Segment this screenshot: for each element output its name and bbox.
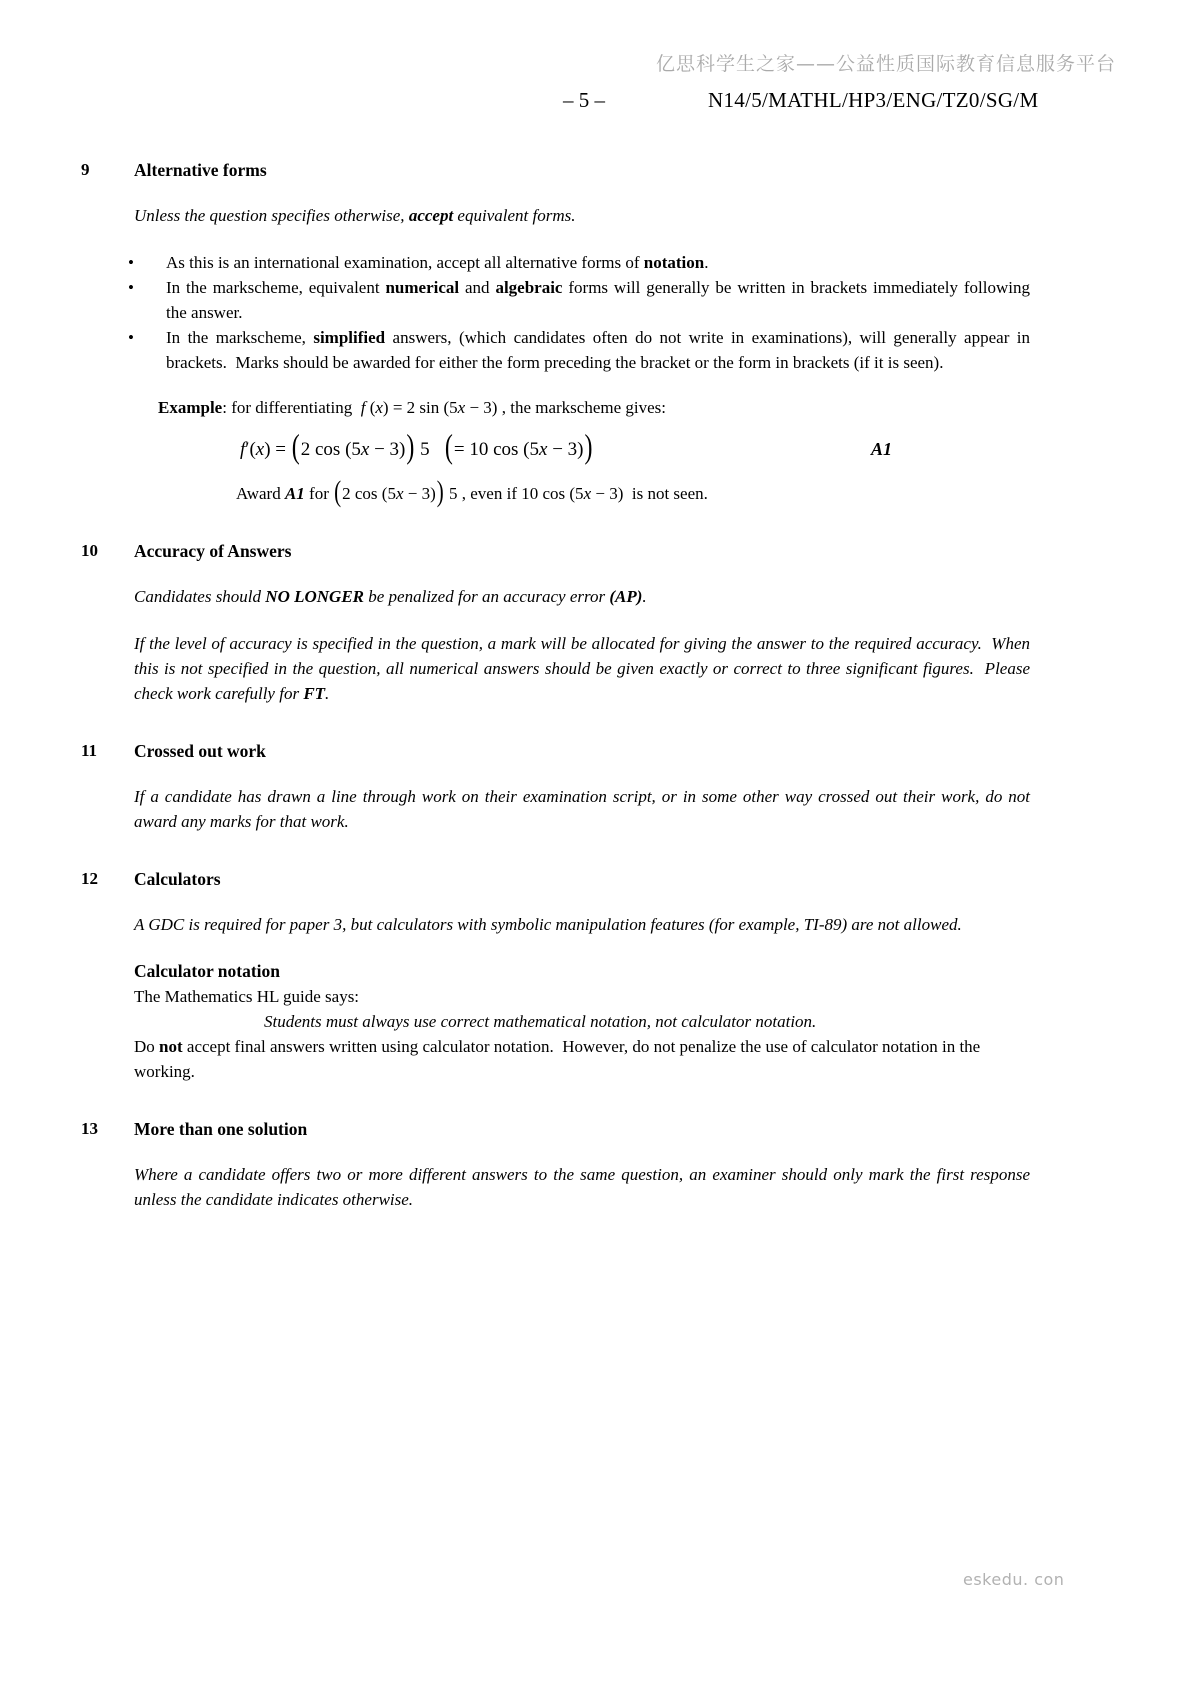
bullet-item [128,275,1035,325]
paragraph: Unless the question specifies otherwise, accept equivalent forms. [134,206,576,225]
top-watermark-text: 亿思科学生之家——公益性质国际教育信息服务平台 [656,53,1117,75]
bullet-item [128,325,1035,375]
bullet-text: As this is an international examination, accept all alternative forms of notation. [166,253,709,272]
section-content [134,784,1035,834]
bullet-item [128,250,1030,275]
subsection-title: Calculator notation [134,961,280,981]
section-content [134,1162,1035,1212]
quote-line: Students must always use correct mathematical notation, not calculator notation. [264,1012,817,1031]
bottom-watermark-text: eskedu. con [963,1570,1065,1589]
bullet-icon: • [128,328,134,347]
section-number: 9 [81,160,90,179]
bullet-text: In the markscheme, equivalent numerical and algebraic forms will generally be written in brackets immediately following the answer. [166,278,1035,322]
section-number: 12 [81,869,98,888]
section-more-than-one-solution [0,1119,1191,1212]
paper-code: N14/5/MATHL/HP3/ENG/TZ0/SG/M [708,88,1039,112]
bullet-icon: • [128,278,134,297]
section-number: 11 [81,741,98,760]
section-crossed-out-work [0,741,1191,834]
section-content [128,203,1035,509]
section-title: Accuracy of Answers [134,541,292,561]
bullet-icon: • [128,253,134,272]
section-content [134,584,1035,706]
section-alternative-forms [0,160,1191,509]
formula-row [240,429,924,466]
section-calculators [0,869,1191,1084]
section-content [134,912,1030,1084]
paragraph: Do not accept final answers written using calculator notation. However, do not penalize the use of calculator notation in the working. [134,1037,985,1081]
award-line: Award A1 for (2 cos (5x − 3)) 5 , even if 10 cos (5x − 3) is not seen. [236,474,708,509]
document-body [0,160,1191,1247]
section-title: Crossed out work [134,741,266,761]
math-formula: f′(x) = (2 cos (5x − 3)) 5 (= 10 cos (5x − 3)) [240,429,593,466]
paragraph: If a candidate has drawn a line through work on their examination script, or in some other way crossed out their work, do not award any marks for that work. [134,787,1035,831]
paragraph: Candidates should NO LONGER be penalized for an accuracy error (AP). [134,587,647,606]
paragraph: Where a candidate offers two or more different answers to the same question, an examiner should only mark the first response unless the candidate indicates otherwise. [134,1165,1035,1209]
paragraph: The Mathematics HL guide says: [134,987,360,1006]
section-title: More than one solution [134,1119,308,1139]
section-number: 13 [81,1119,98,1138]
bullet-text: In the markscheme, simplified answers, (which candidates often do not write in examinations), will generally appear in brackets. Marks should be awarded for either the form preceding the bracket or the form in brackets (if it is seen). [166,328,1035,372]
example-line: Example: for differentiating f (x) = 2 sin (5x − 3) , the markscheme gives: [158,398,666,417]
section-title: Calculators [134,869,221,889]
section-title: Alternative forms [134,160,267,180]
section-number: 10 [81,541,98,560]
section-accuracy-of-answers [0,541,1191,706]
bullet-list [128,250,1035,375]
paragraph: A GDC is required for paper 3, but calculators with symbolic manipulation features (for example, TI-89) are not allowed. [134,915,962,934]
page-number: – 5 – [563,88,605,112]
paragraph: If the level of accuracy is specified in the question, a mark will be allocated for giving the answer to the required accuracy. When this is not specified in the question, all numerical answers should be given exactly or correct to three significant figures. Please check work carefully for FT. [134,634,1035,703]
mark-label: A1 [870,439,892,459]
